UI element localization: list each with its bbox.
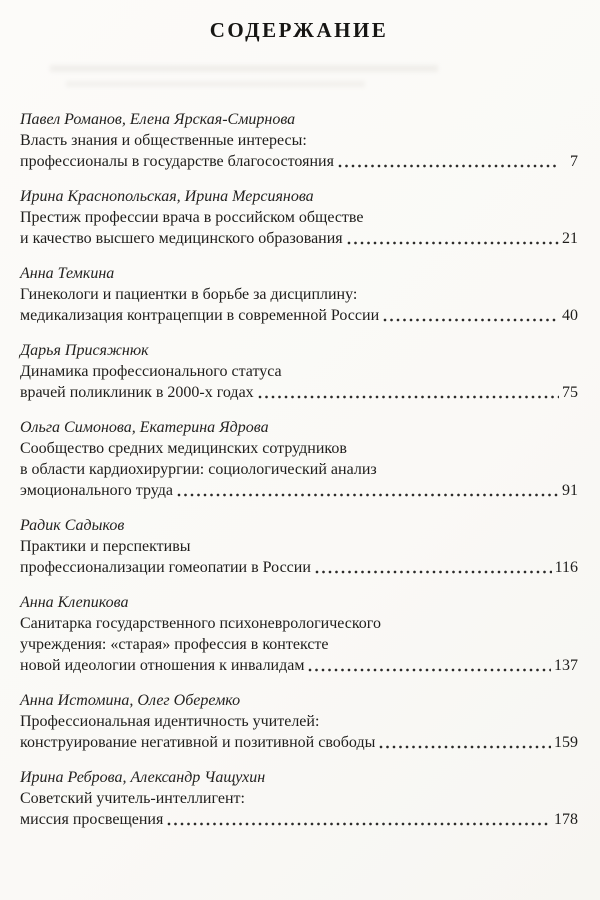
entry-page-number: 137: [554, 657, 578, 674]
entry-authors: Ольга Симонова, Екатерина Ядрова: [20, 419, 269, 436]
dot-leader: [315, 570, 552, 574]
entry-authors: Анна Клепикова: [20, 594, 129, 611]
page-showthrough: [50, 59, 548, 99]
dot-leader: [383, 318, 559, 322]
entry-title-text: медикализация контрацепции в современной России: [20, 307, 380, 324]
entry-title-line-with-leader: [20, 809, 578, 830]
entry-title-text: врачей поликлиник в 2000-х годах: [20, 384, 254, 401]
entry-title-text: Престиж профессии врача в российском обществе: [20, 209, 364, 226]
entry-title-text: миссия просвещения: [20, 811, 164, 828]
entry-title-line-with-leader: [20, 151, 578, 172]
entry-authors: Анна Истомина, Олег Оберемко: [20, 692, 241, 709]
entry-title-text: новой идеологии отношения к инвалидам: [20, 657, 305, 674]
toc-entry: [20, 515, 578, 578]
entry-title-text: Динамика профессионального статуса: [20, 363, 282, 380]
page-title: СОДЕРЖАНИЕ: [209, 18, 389, 42]
entry-title-text: в области кардиохирургии: социологический анализ: [20, 461, 377, 478]
entry-title-text: Советский учитель-интеллигент:: [20, 790, 245, 807]
entry-title-line-with-leader: [20, 557, 578, 578]
entry-title-text: конструирование негативной и позитивной свободы: [20, 734, 376, 751]
entry-title-line: [20, 634, 578, 655]
entry-title-line: [20, 788, 578, 809]
entry-title-line: [20, 361, 578, 382]
entry-title-line: [20, 613, 578, 634]
entry-authors: Анна Темкина: [20, 265, 115, 282]
entry-title-line-with-leader: [20, 305, 578, 326]
entry-title-line: [20, 284, 578, 305]
entry-page-number: 178: [554, 811, 578, 828]
toc-entry: [20, 263, 578, 326]
entry-title-line: [20, 207, 578, 228]
entry-authors: Ирина Краснопольская, Ирина Мерсиянова: [20, 188, 314, 205]
entry-title-text: Сообщество средних медицинских сотрудников: [20, 440, 347, 457]
entry-title-text: эмоционального труда: [20, 482, 173, 499]
toc-entry: [20, 690, 578, 753]
dot-leader: [308, 668, 551, 672]
toc-entry: [20, 592, 578, 676]
entry-title-line-with-leader: [20, 480, 578, 501]
dot-leader: [167, 822, 551, 826]
entry-page-number: 159: [554, 734, 578, 751]
entry-title-text: учреждения: «старая» профессия в контексте: [20, 636, 329, 653]
entry-title-text: и качество высшего медицинского образования: [20, 230, 343, 247]
entry-title-line-with-leader: [20, 732, 578, 753]
entry-authors: Дарья Присяжнюк: [20, 342, 149, 359]
entry-title-text: Профессиональная идентичность учителей:: [20, 713, 320, 730]
entry-page-number: 91: [562, 482, 578, 499]
toc-entry: [20, 340, 578, 403]
toc-entry: [20, 186, 578, 249]
entry-title-line: [20, 130, 578, 151]
entry-title-text: Санитарка государственного психоневрологического: [20, 615, 381, 632]
dot-leader: [258, 395, 559, 399]
entry-authors: Павел Романов, Елена Ярская-Смирнова: [20, 111, 296, 128]
entry-title-line-with-leader: [20, 228, 578, 249]
entry-title-line: [20, 711, 578, 732]
entry-title-text: Практики и перспективы: [20, 538, 191, 555]
entry-title-text: Гинекологи и пациентки в борьбе за дисциплину:: [20, 286, 358, 303]
entry-page-number: 21: [562, 230, 578, 247]
entry-page-number: 75: [562, 384, 578, 401]
entry-title-line: [20, 459, 578, 480]
dot-leader: [347, 241, 559, 245]
entry-page-number: 116: [554, 559, 578, 576]
toc-list: [20, 109, 578, 830]
dot-leader: [177, 493, 559, 497]
entry-title-line: [20, 438, 578, 459]
entry-title-line-with-leader: [20, 382, 578, 403]
entry-title-line: [20, 536, 578, 557]
entry-authors: Радик Садыков: [20, 517, 125, 534]
toc-entry: [20, 767, 578, 830]
toc-entry: [20, 109, 578, 172]
entry-page-number: 40: [562, 307, 578, 324]
dot-leader: [379, 745, 551, 749]
dot-leader: [338, 164, 559, 168]
entry-title-text: Власть знания и общественные интересы:: [20, 132, 307, 149]
entry-title-text: профессионализации гомеопатии в России: [20, 559, 311, 576]
entry-title-line-with-leader: [20, 655, 578, 676]
entry-authors: Ирина Реброва, Александр Чащухин: [20, 769, 266, 786]
entry-page-number: 7: [570, 153, 578, 170]
toc-entry: [20, 417, 578, 501]
entry-title-text: профессионалы в государстве благосостояния: [20, 153, 334, 170]
